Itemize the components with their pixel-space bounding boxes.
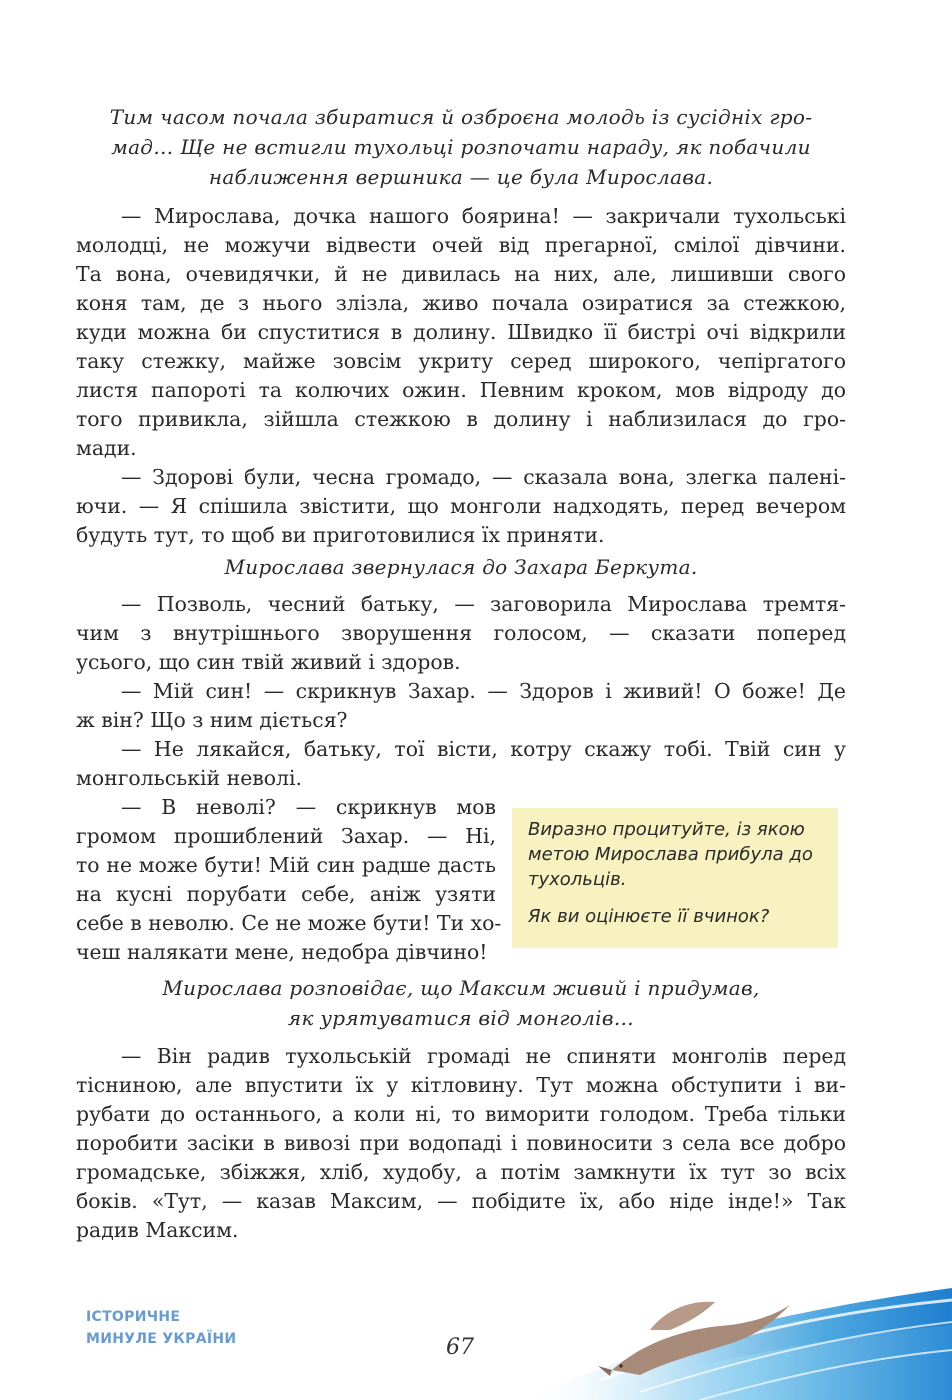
section-title-line: ІСТОРИЧНЕ xyxy=(86,1309,181,1325)
text-line: громадське, збіжжя, хліб, худобу, а потім замкнути їх тут зо всіх xyxy=(76,1160,846,1184)
text-line: Та вона, очевидячки, й не дивилась на них, але, лишивши свого xyxy=(76,262,846,286)
paragraph-4 xyxy=(76,677,846,735)
paragraph-6 xyxy=(76,793,502,967)
text-line: ючи. — Я спішила звістити, що монголи надходять, перед вечером xyxy=(76,494,846,518)
text-line: рубати до останнього, а коли ні, то виморити голодом. Треба тільки xyxy=(76,1102,846,1126)
text-line: тісниною, але впустити їх у кітловину. Тут можна обступити і ви- xyxy=(76,1073,846,1097)
paragraph-5 xyxy=(76,735,846,793)
page-number: 67 xyxy=(446,1335,474,1360)
text-line: будуть тут, то щоб ви приготовилися їх приняти. xyxy=(76,523,605,547)
text-line: — Мирослава, дочка нашого боярина! — закричали тухольські xyxy=(121,204,846,228)
text-line: себе в неволю. Се не може бути! Ти хо- xyxy=(76,911,502,935)
text-line: усього, що син твій живий і здоров. xyxy=(76,650,461,674)
stage-direction-2 xyxy=(76,973,846,1033)
stage-direction-1: Мирослава звернулася до Захара Беркута. xyxy=(224,555,698,579)
paragraph-1 xyxy=(76,202,846,463)
question-2: Як ви оцінюєте її вчинок? xyxy=(528,906,770,927)
text-line: — В неволі? — скрикнув мов xyxy=(121,795,496,819)
text-line: — Мій син! — скрикнув Захар. — Здоров і живий! О боже! Де xyxy=(121,679,846,703)
text-line: — Позволь, чесний батьку, — заговорила Мирослава тремтя- xyxy=(121,592,846,616)
question-box xyxy=(512,808,838,948)
text-line: молодці, не можучи відвести очей від прегарної, смілої дівчини. xyxy=(76,233,846,257)
text-line: чим з внутрішнього зворушення голосом, — сказати поперед xyxy=(76,621,846,645)
intro-narration xyxy=(76,102,846,192)
intro-line: наближення вершника — це була Мирослава. xyxy=(208,165,714,189)
section-title-line: МИНУЛЕ УКРАЇНИ xyxy=(86,1331,237,1347)
text-line: листя папороті та колючих ожин. Певним кроком, мов відроду до xyxy=(76,378,846,402)
paragraph-2 xyxy=(76,463,846,550)
text-line: таку стежку, майже зовсім укриту серед широкого, чепіргатого xyxy=(76,349,846,373)
bird-icon xyxy=(598,1302,790,1376)
stage-line: Мирослава розповідає, що Максим живий і придумав, xyxy=(162,976,760,1000)
text-line: поробити засіки в вивозі при водопаді і повиносити з села все добро xyxy=(76,1131,846,1155)
paragraph-7 xyxy=(76,1042,846,1245)
text-line: ж він? Що з ним діється? xyxy=(76,708,348,732)
text-line: боків. «Тут, — казав Максим, — побідите їх, або ніде інде!» Так xyxy=(76,1189,846,1213)
question-1: Виразно процитуйте, із якою метою Мирослава прибула до тухольців. xyxy=(528,819,813,890)
text-line: куди можна би спуститися в долину. Швидко її бистрі очі відкрили xyxy=(76,320,846,344)
text-line: на кусні порубати себе, аніж узяти xyxy=(76,882,496,906)
paragraph-3 xyxy=(76,590,846,677)
text-line: то не може бути! Мій син радше дасть xyxy=(76,853,496,877)
intro-line: Тим часом почала збиратися й озброєна молодь із сусідніх гро- xyxy=(109,105,813,129)
text-line: чеш налякати мене, недобра дівчино! xyxy=(76,940,488,964)
section-title xyxy=(86,1306,236,1350)
text-line: громом прошиблений Захар. — Ні, xyxy=(76,824,496,848)
text-line: того привикла, зійшла стежкою в долину і наблизилася до гро- xyxy=(76,407,846,431)
text-line: радив Максим. xyxy=(76,1218,239,1242)
stage-line: як урятуватися від монголів… xyxy=(287,1006,635,1030)
text-line: — Здорові були, чесна громадо, — сказала вона, злегка палені- xyxy=(121,465,846,489)
text-line: коня там, де з нього злізла, живо почала озиратися за стежкою, xyxy=(76,291,846,315)
text-line: монгольській неволі. xyxy=(76,766,302,790)
text-line: мади. xyxy=(76,436,137,460)
text-line: — Не лякайся, батьку, тої вісти, котру скажу тобі. Твій син у xyxy=(121,737,846,761)
intro-line: мад… Ще не встигли тухольці розпочати нараду, як побачили xyxy=(111,135,811,159)
text-line: — Він радив тухольській громаді не спиняти монголів перед xyxy=(121,1044,846,1068)
